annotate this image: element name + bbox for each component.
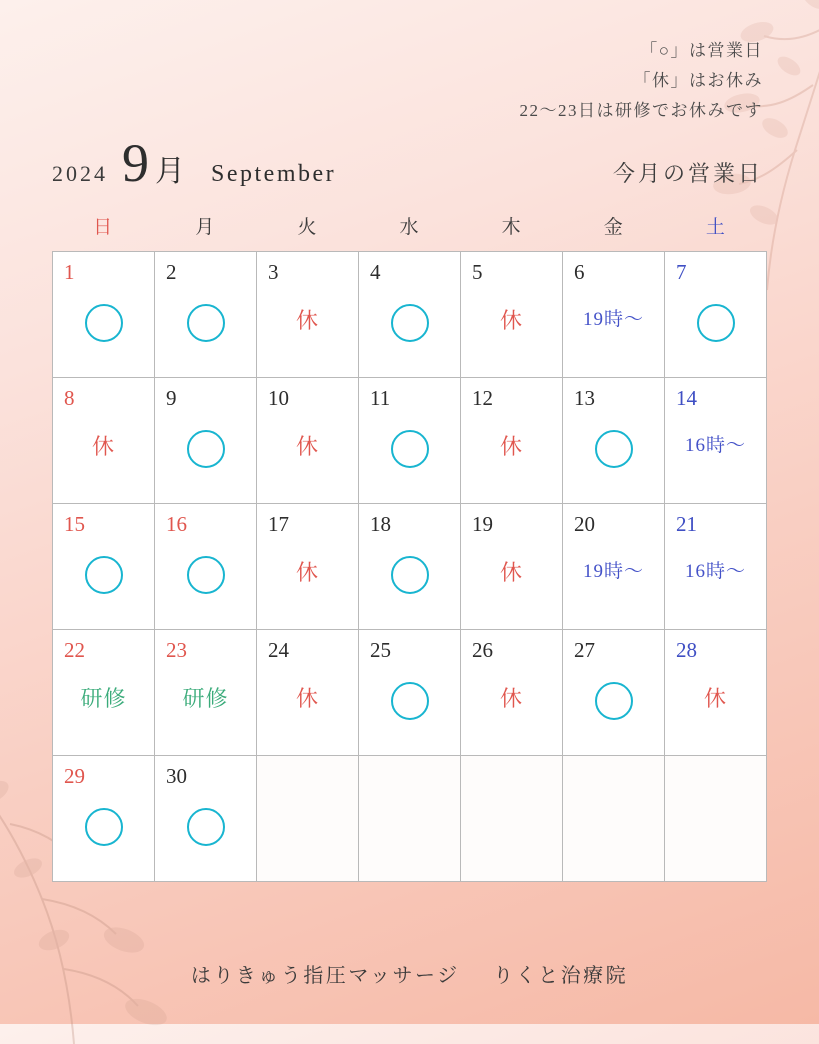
circle-icon	[391, 556, 429, 594]
calendar-day-cell[interactable]	[665, 504, 766, 629]
day-number: 21	[676, 512, 697, 536]
calendar-grid	[52, 251, 767, 882]
open-time-marker: 19時〜	[582, 561, 644, 582]
day-number: 17	[268, 512, 289, 536]
calendar-day-cell[interactable]	[155, 504, 256, 629]
open-day-marker	[155, 808, 256, 852]
day-number: 5	[472, 260, 483, 284]
rest-day-marker: 休	[499, 308, 523, 333]
legend-note-training: 22〜23日は研修でお休みです	[519, 100, 763, 120]
open-day-marker	[563, 682, 664, 726]
calendar-day-cell[interactable]	[53, 630, 154, 755]
circle-icon	[85, 808, 123, 846]
day-number: 3	[268, 260, 279, 284]
circle-icon	[697, 304, 735, 342]
footer-service: はりきゅう指圧マッサージ	[190, 965, 460, 987]
rest-day-marker: 休	[703, 686, 727, 711]
circle-icon	[187, 808, 225, 846]
open-day-marker	[359, 304, 460, 348]
weekday-label: 水	[399, 217, 420, 238]
month-number: 9	[122, 133, 149, 193]
circle-icon	[595, 430, 633, 468]
calendar-day-cell[interactable]	[461, 378, 562, 503]
footer-shop-name: りくと治療院	[493, 965, 629, 987]
circle-icon	[187, 430, 225, 468]
open-day-marker	[563, 430, 664, 474]
calendar	[52, 212, 767, 882]
calendar-day-cell[interactable]	[53, 378, 154, 503]
day-number: 14	[676, 386, 697, 410]
weekday-label: 木	[501, 217, 522, 238]
open-day-marker	[359, 430, 460, 474]
weekday-label: 土	[705, 217, 726, 238]
open-time-marker: 16時〜	[684, 435, 746, 456]
open-day-marker	[155, 304, 256, 348]
day-number: 20	[574, 512, 595, 536]
page-title	[52, 133, 337, 193]
rest-day-marker: 休	[295, 434, 319, 459]
open-day-marker	[359, 682, 460, 726]
calendar-day-cell[interactable]	[563, 504, 664, 629]
open-day-marker	[53, 556, 154, 600]
calendar-day-cell[interactable]	[359, 378, 460, 503]
footer	[0, 959, 819, 988]
rest-day-marker: 休	[91, 434, 115, 459]
day-number: 15	[64, 512, 85, 536]
day-number: 30	[166, 764, 187, 788]
day-number: 18	[370, 512, 391, 536]
calendar-day-cell[interactable]	[155, 630, 256, 755]
open-day-marker	[53, 304, 154, 348]
calendar-day-cell[interactable]	[563, 252, 664, 377]
calendar-day-cell[interactable]	[257, 378, 358, 503]
legend-note-open: 「○」は営業日	[640, 41, 763, 60]
header-subtitle: 今月の営業日	[612, 161, 763, 186]
calendar-day-cell[interactable]	[155, 252, 256, 377]
circle-icon	[187, 556, 225, 594]
day-number: 2	[166, 260, 177, 284]
calendar-day-cell[interactable]	[53, 756, 154, 881]
weekday-label: 金	[603, 217, 624, 238]
day-number: 16	[166, 512, 187, 536]
calendar-day-cell[interactable]	[359, 630, 460, 755]
calendar-day-cell[interactable]	[257, 252, 358, 377]
weekday-label: 火	[297, 217, 318, 238]
rest-day-marker: 休	[295, 686, 319, 711]
training-day-marker: 研修	[182, 686, 229, 711]
circle-icon	[85, 304, 123, 342]
year-label: 2024	[52, 161, 108, 186]
weekday-label: 日	[93, 217, 114, 238]
calendar-day-cell[interactable]	[563, 378, 664, 503]
rest-day-marker: 休	[295, 560, 319, 585]
open-day-marker	[155, 556, 256, 600]
open-day-marker	[359, 556, 460, 600]
day-number: 4	[370, 260, 381, 284]
calendar-day-cell[interactable]	[53, 504, 154, 629]
calendar-day-cell[interactable]	[155, 756, 256, 881]
day-number: 12	[472, 386, 493, 410]
circle-icon	[595, 682, 633, 720]
day-number: 11	[370, 386, 391, 410]
day-number: 22	[64, 638, 85, 662]
calendar-day-cell[interactable]	[665, 252, 766, 377]
calendar-cell-empty	[257, 756, 358, 881]
calendar-day-cell[interactable]	[665, 378, 766, 503]
rest-day-marker: 休	[499, 434, 523, 459]
day-number: 23	[166, 638, 187, 662]
calendar-day-cell[interactable]	[563, 630, 664, 755]
day-number: 6	[574, 260, 585, 284]
day-number: 27	[574, 638, 595, 662]
circle-icon	[391, 304, 429, 342]
day-number: 26	[472, 638, 493, 662]
calendar-day-cell[interactable]	[461, 504, 562, 629]
rest-day-marker: 休	[499, 560, 523, 585]
day-number: 1	[64, 260, 75, 284]
legend-notes	[520, 36, 764, 125]
calendar-day-cell[interactable]	[359, 252, 460, 377]
open-day-marker	[53, 808, 154, 852]
calendar-header	[0, 133, 819, 193]
open-day-marker	[665, 304, 766, 348]
calendar-day-cell[interactable]	[155, 378, 256, 503]
calendar-day-cell[interactable]	[665, 630, 766, 755]
calendar-day-cell[interactable]	[461, 252, 562, 377]
training-day-marker: 研修	[80, 686, 127, 711]
calendar-day-cell[interactable]	[359, 504, 460, 629]
day-number: 29	[64, 764, 85, 788]
circle-icon	[391, 430, 429, 468]
legend-note-rest: 「休」はお休み	[633, 70, 763, 90]
circle-icon	[85, 556, 123, 594]
day-number: 10	[268, 386, 289, 410]
month-kanji: 月	[155, 155, 185, 188]
calendar-day-cell[interactable]	[257, 630, 358, 755]
calendar-cell-empty	[563, 756, 664, 881]
open-time-marker: 16時〜	[684, 561, 746, 582]
calendar-day-cell[interactable]	[257, 504, 358, 629]
circle-icon	[391, 682, 429, 720]
weekday-header-row	[52, 212, 767, 239]
day-number: 13	[574, 386, 595, 410]
calendar-cell-empty	[359, 756, 460, 881]
day-number: 9	[166, 386, 177, 410]
day-number: 7	[676, 260, 687, 284]
open-time-marker: 19時〜	[582, 309, 644, 330]
calendar-cell-empty	[665, 756, 766, 881]
weekday-label: 月	[195, 217, 216, 238]
circle-icon	[187, 304, 225, 342]
day-number: 25	[370, 638, 391, 662]
day-number: 19	[472, 512, 493, 536]
calendar-cell-empty	[461, 756, 562, 881]
rest-day-marker: 休	[295, 308, 319, 333]
calendar-day-cell[interactable]	[53, 252, 154, 377]
calendar-day-cell[interactable]	[461, 630, 562, 755]
day-number: 24	[268, 638, 289, 662]
month-english: September	[211, 161, 337, 187]
open-day-marker	[155, 430, 256, 474]
day-number: 8	[64, 386, 75, 410]
rest-day-marker: 休	[499, 686, 523, 711]
day-number: 28	[676, 638, 697, 662]
